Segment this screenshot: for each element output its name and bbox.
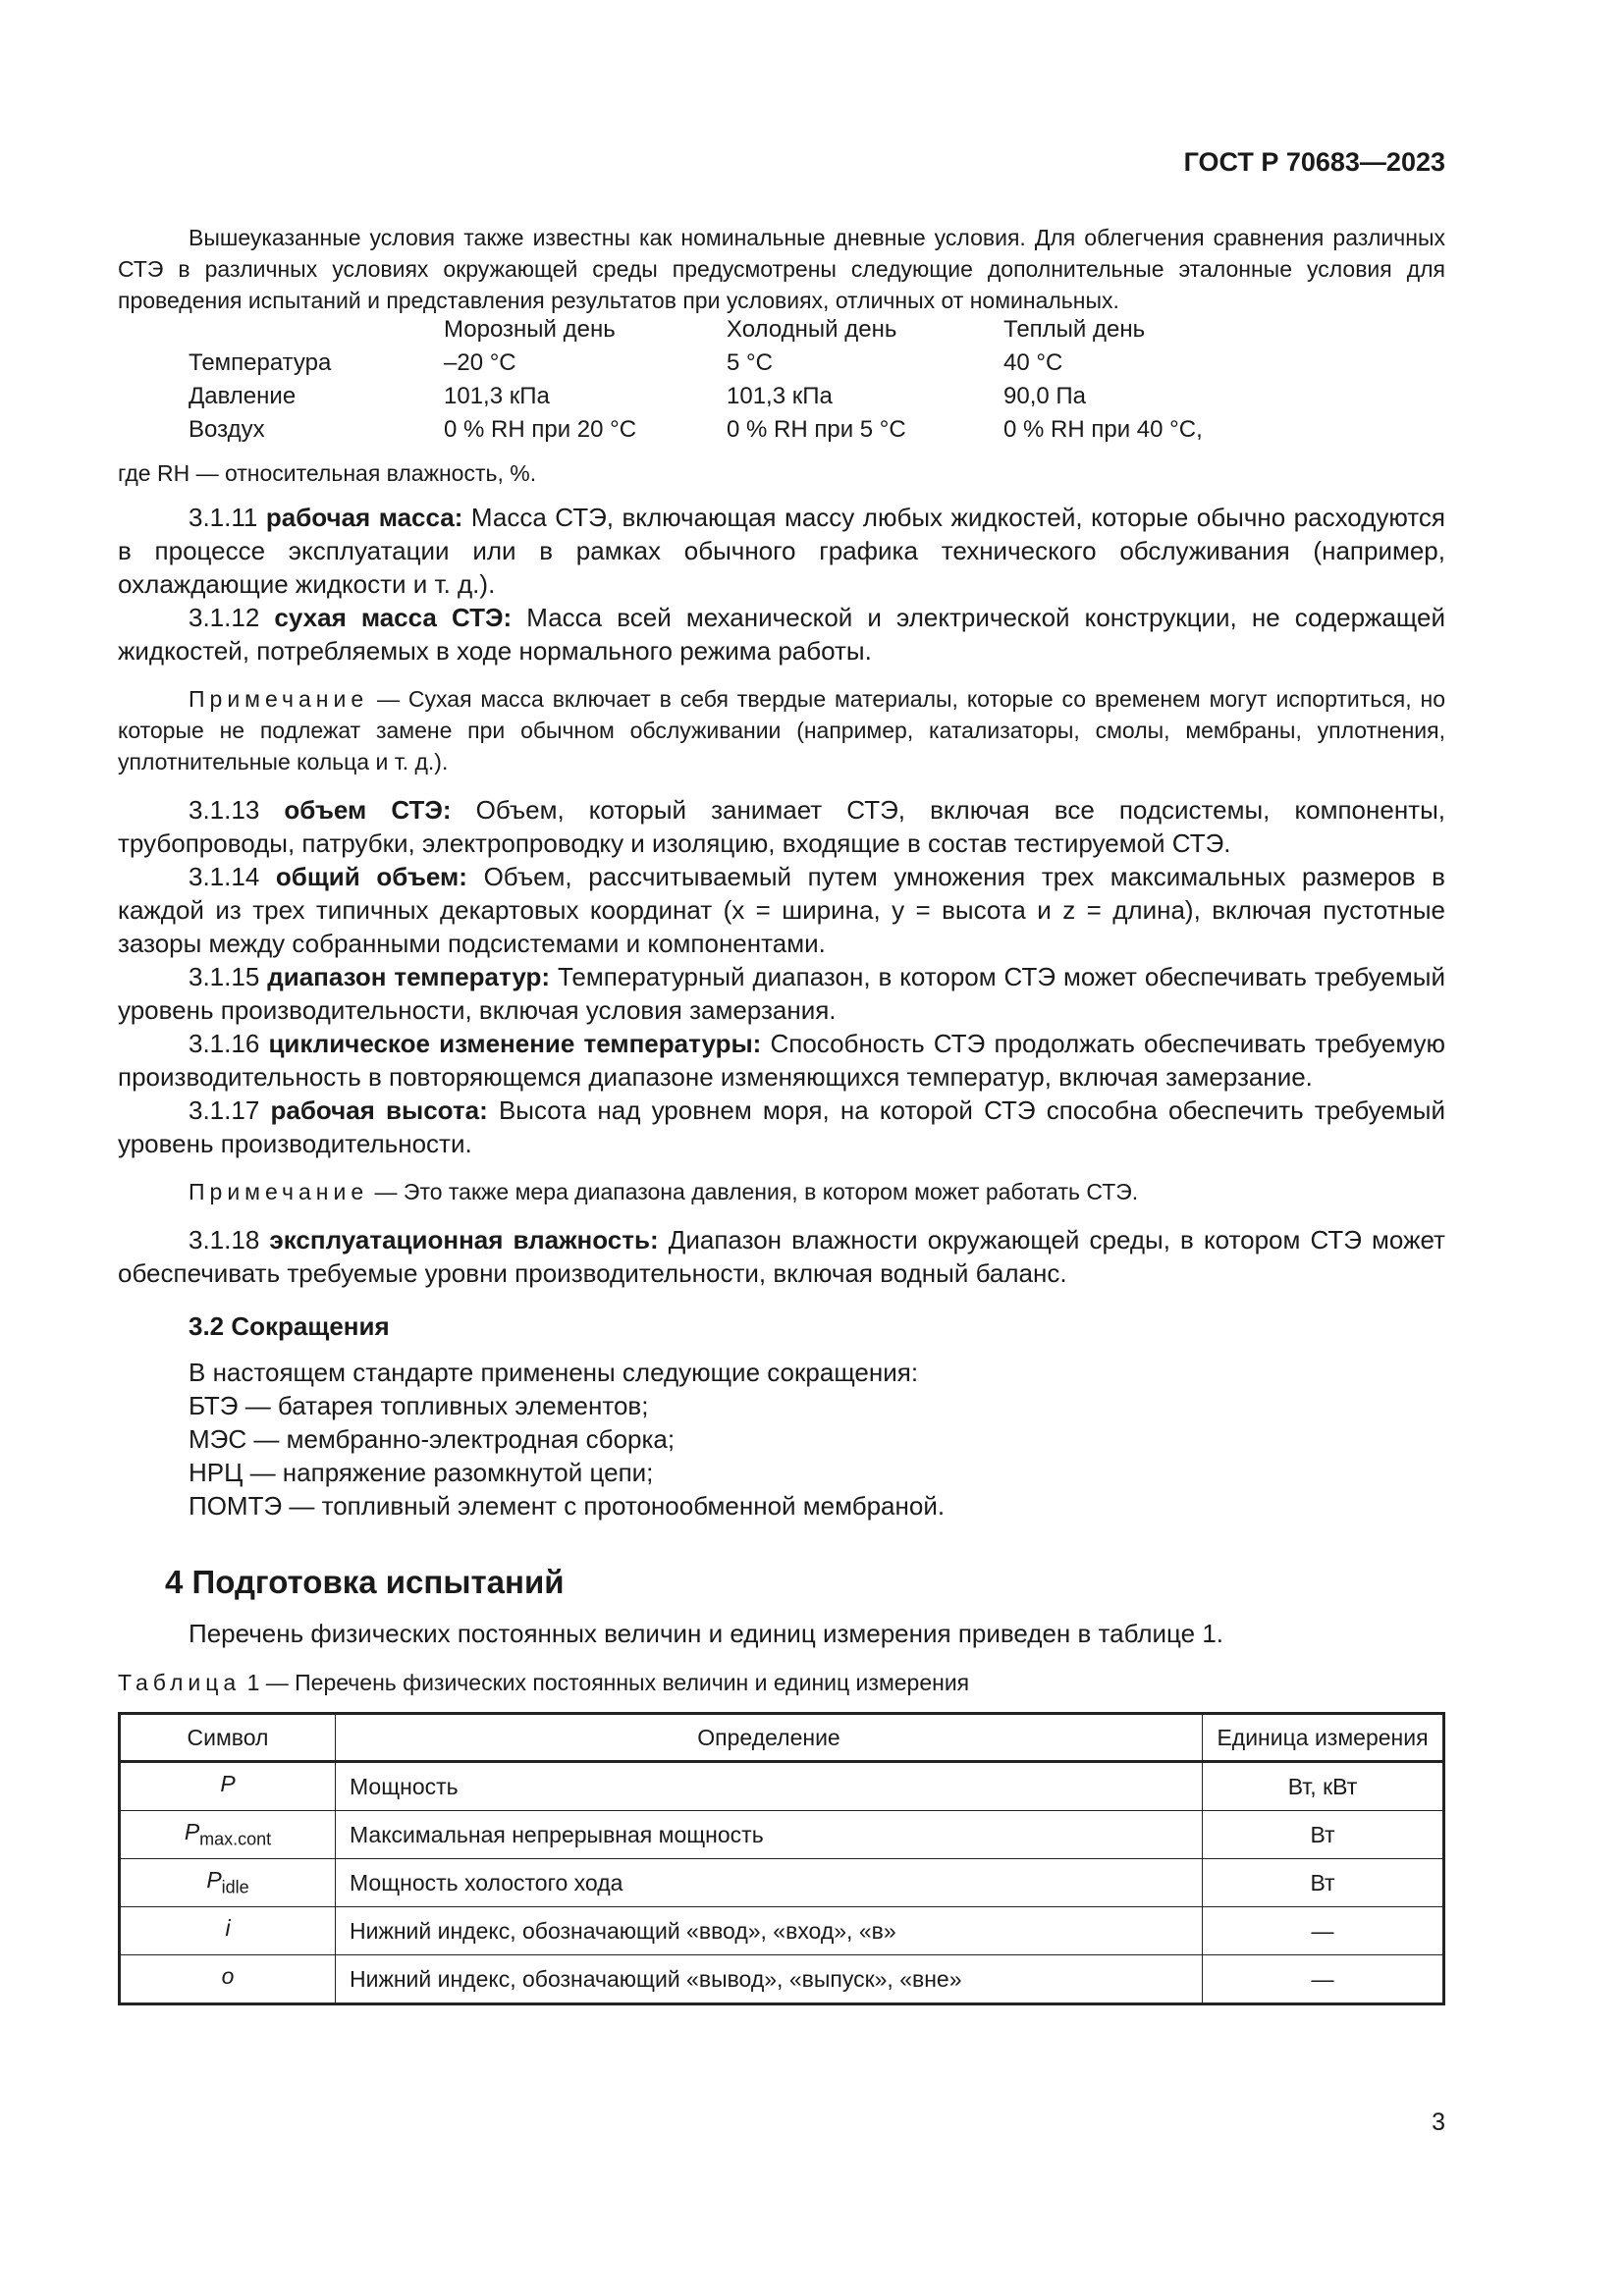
symbol: o [221, 1963, 235, 1990]
definition-cell: Максимальная непрерывная мощность [336, 1811, 1203, 1859]
conditions-row [189, 349, 1203, 383]
table-row [120, 1859, 1444, 1907]
definition-cell: Нижний индекс, обозначающий «вывод», «выпуск», «вне» [336, 1955, 1203, 2004]
units-table [118, 1712, 1445, 2005]
abbreviations-intro: В настоящем стандарте применены следующие сокращения: [189, 1358, 919, 1387]
standard-designation: ГОСТ Р 70683—2023 [1183, 147, 1445, 177]
definition-3-1-13 [118, 793, 1445, 860]
section-4-heading: 4 Подготовка испытаний [165, 1564, 565, 1600]
note-label: Примечание [189, 686, 369, 712]
symbol: P [220, 1771, 236, 1797]
abbreviations-heading: 3.2 Сокращения [189, 1311, 390, 1341]
definition-number: 3.1.13 [189, 795, 260, 825]
page-content [118, 222, 1445, 2005]
definition-3-1-16 [118, 1027, 1445, 1094]
definition-text: Способность СТЭ продолжать обеспечивать требуемую производительность в повторяющемся диапазоне изменяющихся температур, включая замерзание. [118, 1029, 1445, 1092]
definition-cell: Мощность [336, 1762, 1203, 1811]
column-header-symbol: Символ [120, 1714, 336, 1762]
abbreviation-item: МЭС — мембранно-электродная сборка; [189, 1424, 676, 1454]
unit-cell: Вт, кВт [1203, 1762, 1444, 1811]
note-operating-altitude [118, 1176, 1445, 1207]
conditions-cell: 101,3 кПа [727, 383, 833, 409]
definition-term: рабочая высота: [270, 1095, 488, 1125]
definition-text: Высота над уровнем моря, на которой СТЭ способна обеспечить требуемый уровень производительности. [118, 1095, 1445, 1158]
symbol-cell [120, 1955, 336, 2004]
intro-paragraph: Вышеуказанные условия также известны как номинальные дневные условия. Для облегчения сравнения различных СТЭ в различных условиях окружающей среды предусмотрены следующие дополнительные эталонные условия для проведения испытаний и представления результатов при условиях, отличных от номинальных. [118, 225, 1445, 313]
definition-number: 3.1.12 [189, 603, 260, 632]
table-row [120, 1907, 1444, 1955]
abbreviation-item: БТЭ — батарея топливных элементов; [189, 1391, 649, 1420]
conditions-cell: 90,0 Па [1003, 383, 1086, 409]
table-caption-text: 1 — Перечень физических постоянных величин и единиц измерения [241, 1670, 970, 1695]
units-table-header-row [120, 1714, 1444, 1762]
column-header-definition: Определение [336, 1714, 1203, 1762]
symbol: P [206, 1867, 222, 1894]
symbol-cell [120, 1907, 336, 1955]
conditions-cell: 0 % RH при 20 °С [444, 416, 637, 443]
conditions-cell: 40 °С [1003, 349, 1063, 376]
definition-number: 3.1.18 [189, 1225, 260, 1255]
definition-text: Диапазон влажности окружающей среды, в котором СТЭ может обеспечивать требуемые уровни производительности, включая водный баланс. [118, 1225, 1445, 1288]
reference-conditions-table [189, 316, 1203, 450]
definition-cell: Нижний индекс, обозначающий «ввод», «вход», «в» [336, 1907, 1203, 1955]
definition-number: 3.1.16 [189, 1029, 260, 1058]
definition-term: объем СТЭ: [284, 795, 452, 825]
table-row [120, 1811, 1444, 1859]
conditions-cell: 0 % RH при 5 °С [727, 416, 906, 443]
definition-3-1-11 [118, 501, 1445, 601]
definition-number: 3.1.15 [189, 962, 260, 991]
conditions-header-cell: Морозный день [444, 316, 616, 343]
page-number: 3 [1432, 2109, 1445, 2136]
note-text: — Сухая масса включает в себя твердые материалы, которые со временем могут испортиться, но которые не подлежат замене при обычном обслуживании (например, катализаторы, смолы, мембраны, уплотнения, уплотнительные кольца и т. д.). [118, 686, 1445, 774]
definition-3-1-18 [118, 1223, 1445, 1290]
conditions-cell: –20 °С [444, 349, 516, 376]
symbol-subscript: max.cont [199, 1829, 272, 1849]
note-text: — Это также мера диапазона давления, в котором может работать СТЭ. [368, 1179, 1139, 1204]
table-1-caption [118, 1670, 1445, 1696]
definition-text: Масса всей механической и электрической конструкции, не содержащей жидкостей, потребляемых в ходе нормального режима работы. [118, 603, 1445, 666]
table-row [120, 1955, 1444, 2004]
unit-cell: — [1203, 1955, 1444, 2004]
conditions-cell: Воздух [189, 416, 265, 443]
conditions-cell: Температура [189, 349, 332, 376]
definition-text: Объем, который занимает СТЭ, включая все подсистемы, компоненты, трубопроводы, патрубки, электропроводку и изоляцию, входящие в состав тестируемой СТЭ. [118, 795, 1445, 858]
symbol-subscript: idle [221, 1877, 249, 1897]
conditions-cell: Давление [189, 383, 297, 409]
definition-3-1-17 [118, 1094, 1445, 1160]
definition-term: общий объем: [275, 862, 467, 891]
conditions-cell: 0 % RH при 40 °С, [1003, 416, 1203, 443]
abbreviation-item: НРЦ — напряжение разомкнутой цепи; [189, 1458, 654, 1487]
definition-number: 3.1.17 [189, 1095, 260, 1125]
symbol: P [184, 1819, 200, 1845]
definition-3-1-14 [118, 860, 1445, 960]
definition-term: эксплуатационная влажность: [269, 1225, 659, 1255]
definition-term: диапазон температур: [267, 962, 551, 991]
definition-text: Объем, рассчитываемый путем умножения трех максимальных размеров в каждой из трех типичных декартовых координат (x = ширина, y = высота и z = длина), включая пустотные зазоры между собранными подсистемами и компонентами. [118, 862, 1445, 958]
definition-cell: Мощность холостого хода [336, 1859, 1203, 1907]
symbol-cell [120, 1762, 336, 1811]
symbol-cell [120, 1811, 336, 1859]
definition-3-1-15 [118, 960, 1445, 1027]
conditions-footnote: где RH — относительная влажность, %. [118, 460, 537, 486]
abbreviation-item: ПОМТЭ — топливный элемент с протонообменной мембраной. [189, 1491, 946, 1521]
unit-cell: — [1203, 1907, 1444, 1955]
symbol-cell [120, 1859, 336, 1907]
definition-term: сухая масса СТЭ: [274, 603, 513, 632]
unit-cell: Вт [1203, 1811, 1444, 1859]
table-row [120, 1762, 1444, 1811]
definition-term: рабочая масса: [265, 503, 463, 532]
conditions-row [189, 416, 1203, 450]
conditions-header-cell [189, 316, 444, 349]
abbreviations-list [189, 1356, 1445, 1522]
unit-cell: Вт [1203, 1859, 1444, 1907]
note-dry-mass [118, 683, 1445, 777]
definition-number: 3.1.11 [189, 503, 258, 532]
conditions-header-cell: Холодный день [727, 316, 897, 343]
section-4-text: Перечень физических постоянных величин и единиц измерения приведен в таблице 1. [189, 1619, 1224, 1648]
table-caption-label: Таблица [118, 1670, 242, 1695]
conditions-cell: 5 °С [727, 349, 773, 376]
symbol: i [225, 1915, 231, 1942]
conditions-row [189, 383, 1203, 416]
conditions-cell: 101,3 кПа [444, 383, 550, 409]
column-header-unit: Единица измерения [1203, 1714, 1444, 1762]
definition-text: Масса СТЭ, включающая массу любых жидкостей, которые обычно расходуются в процессе эксплуатации или в рамках обычного графика технического обслуживания (например, охлаждающие жидкости и т. д.). [118, 503, 1445, 599]
definition-term: циклическое изменение температуры: [268, 1029, 762, 1058]
conditions-header-row [189, 316, 1203, 349]
definition-3-1-12 [118, 601, 1445, 667]
conditions-header-cell: Теплый день [1003, 316, 1146, 343]
definition-text: Температурный диапазон, в котором СТЭ может обеспечивать требуемый уровень производительности, включая условия замерзания. [118, 962, 1445, 1025]
definition-number: 3.1.14 [189, 862, 260, 891]
note-label: Примечание [189, 1179, 369, 1204]
